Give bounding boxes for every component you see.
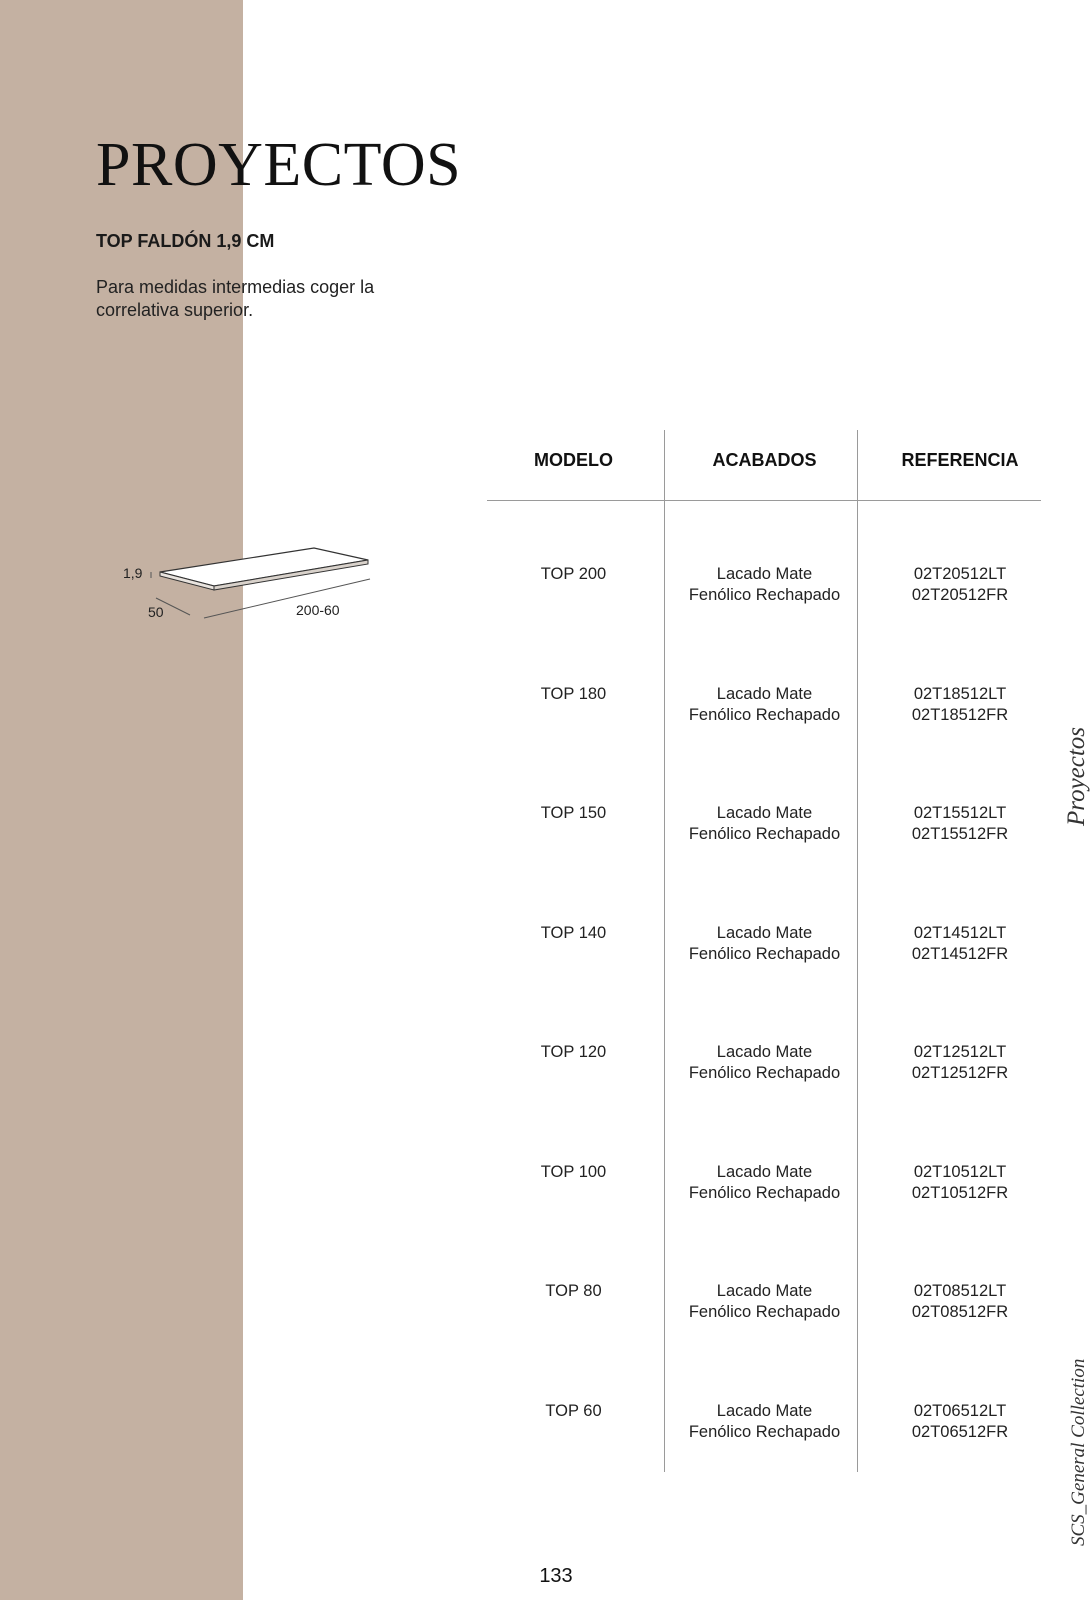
top-dimension-diagram xyxy=(118,548,378,628)
referencia-line: 02T15512LT xyxy=(913,804,1007,822)
acabado-line: Lacado Mate xyxy=(716,1401,813,1420)
acabado-line: Lacado Mate xyxy=(716,565,813,583)
cell-referencia xyxy=(861,803,1059,845)
header-referencia: REFERENCIA xyxy=(901,450,1019,470)
thickness-label: 1,9 xyxy=(123,565,143,581)
referencia-line: 02T06512FR xyxy=(911,1422,1009,1441)
product-subtitle: TOP FALDÓN 1,9 CM xyxy=(96,231,275,251)
referencia-line: 02T12512FR xyxy=(911,1064,1009,1082)
acabado-line: Lacado Mate xyxy=(716,1282,813,1300)
cell-modelo: TOP 80 xyxy=(545,1282,602,1300)
table-row xyxy=(487,564,1059,610)
acabado-line: Fenólico Rechapado xyxy=(688,586,841,604)
cell-referencia xyxy=(861,1281,1059,1323)
table-row xyxy=(487,803,1059,849)
acabado-line: Fenólico Rechapado xyxy=(688,1183,841,1202)
cell-modelo: TOP 100 xyxy=(540,1162,607,1181)
side-section-label: Proyectos xyxy=(1063,726,1090,826)
acabado-line: Fenólico Rechapado xyxy=(688,1064,841,1082)
acabado-line: Fenólico Rechapado xyxy=(688,705,841,724)
sizing-note: Para medidas intermedias coger la correlativa superior. xyxy=(96,277,375,320)
cell-referencia xyxy=(861,1042,1059,1084)
referencia-line: 02T10512FR xyxy=(911,1183,1009,1202)
acabado-line: Lacado Mate xyxy=(716,1162,813,1181)
table-row xyxy=(487,1162,1059,1208)
referencia-line: 02T10512LT xyxy=(913,1162,1007,1181)
referencia-line: 02T06512LT xyxy=(913,1401,1007,1420)
table-row xyxy=(487,923,1059,969)
table-row xyxy=(487,1042,1059,1088)
acabado-line: Lacado Mate xyxy=(716,1043,813,1061)
table-row xyxy=(487,684,1059,730)
referencia-line: 02T15512FR xyxy=(911,825,1009,843)
referencia-line: 02T18512LT xyxy=(913,684,1007,703)
cell-acabados xyxy=(668,1162,861,1204)
cell-acabados xyxy=(668,923,861,965)
acabado-line: Fenólico Rechapado xyxy=(688,1303,841,1321)
cell-acabados xyxy=(668,803,861,845)
referencia-line: 02T20512LT xyxy=(913,565,1007,583)
cell-referencia xyxy=(861,1162,1059,1204)
referencia-line: 02T08512FR xyxy=(911,1303,1009,1321)
cell-acabados xyxy=(668,1401,861,1443)
cell-referencia xyxy=(861,564,1059,606)
table-row xyxy=(487,1401,1059,1447)
cell-modelo: TOP 140 xyxy=(540,923,607,942)
header-rule xyxy=(487,500,1041,501)
table-row xyxy=(487,1281,1059,1327)
cell-modelo: TOP 200 xyxy=(540,565,607,583)
referencia-line: 02T14512FR xyxy=(911,944,1009,963)
header-acabados: ACABADOS xyxy=(712,450,817,470)
acabado-line: Fenólico Rechapado xyxy=(688,1422,841,1441)
referencia-line: 02T18512FR xyxy=(911,705,1009,724)
length-label: 200-60 xyxy=(296,602,340,618)
acabado-line: Lacado Mate xyxy=(716,923,813,942)
cell-referencia xyxy=(861,684,1059,726)
acabado-line: Lacado Mate xyxy=(716,684,813,703)
cell-modelo: TOP 120 xyxy=(540,1043,607,1061)
cell-acabados xyxy=(668,684,861,726)
cell-modelo: TOP 60 xyxy=(545,1401,602,1420)
cell-referencia xyxy=(861,1401,1059,1443)
acabado-line: Fenólico Rechapado xyxy=(688,944,841,963)
depth-label: 50 xyxy=(148,604,164,620)
acabado-line: Fenólico Rechapado xyxy=(688,825,841,843)
page-number: 133 xyxy=(539,1565,573,1587)
referencia-line: 02T08512LT xyxy=(913,1282,1007,1300)
cell-modelo: TOP 150 xyxy=(540,804,607,822)
side-collection-label: SCS_General Collection xyxy=(1068,1358,1089,1546)
referencia-line: 02T12512LT xyxy=(913,1043,1007,1061)
referencia-line: 02T20512FR xyxy=(911,586,1009,604)
cell-referencia xyxy=(861,923,1059,965)
cell-acabados xyxy=(668,1042,861,1084)
cell-acabados xyxy=(668,1281,861,1323)
header-modelo: MODELO xyxy=(534,450,613,470)
page-title: PROYECTOS xyxy=(96,131,462,199)
cell-acabados xyxy=(668,564,861,606)
cell-modelo: TOP 180 xyxy=(540,684,607,703)
referencia-line: 02T14512LT xyxy=(913,923,1007,942)
acabado-line: Lacado Mate xyxy=(716,804,813,822)
